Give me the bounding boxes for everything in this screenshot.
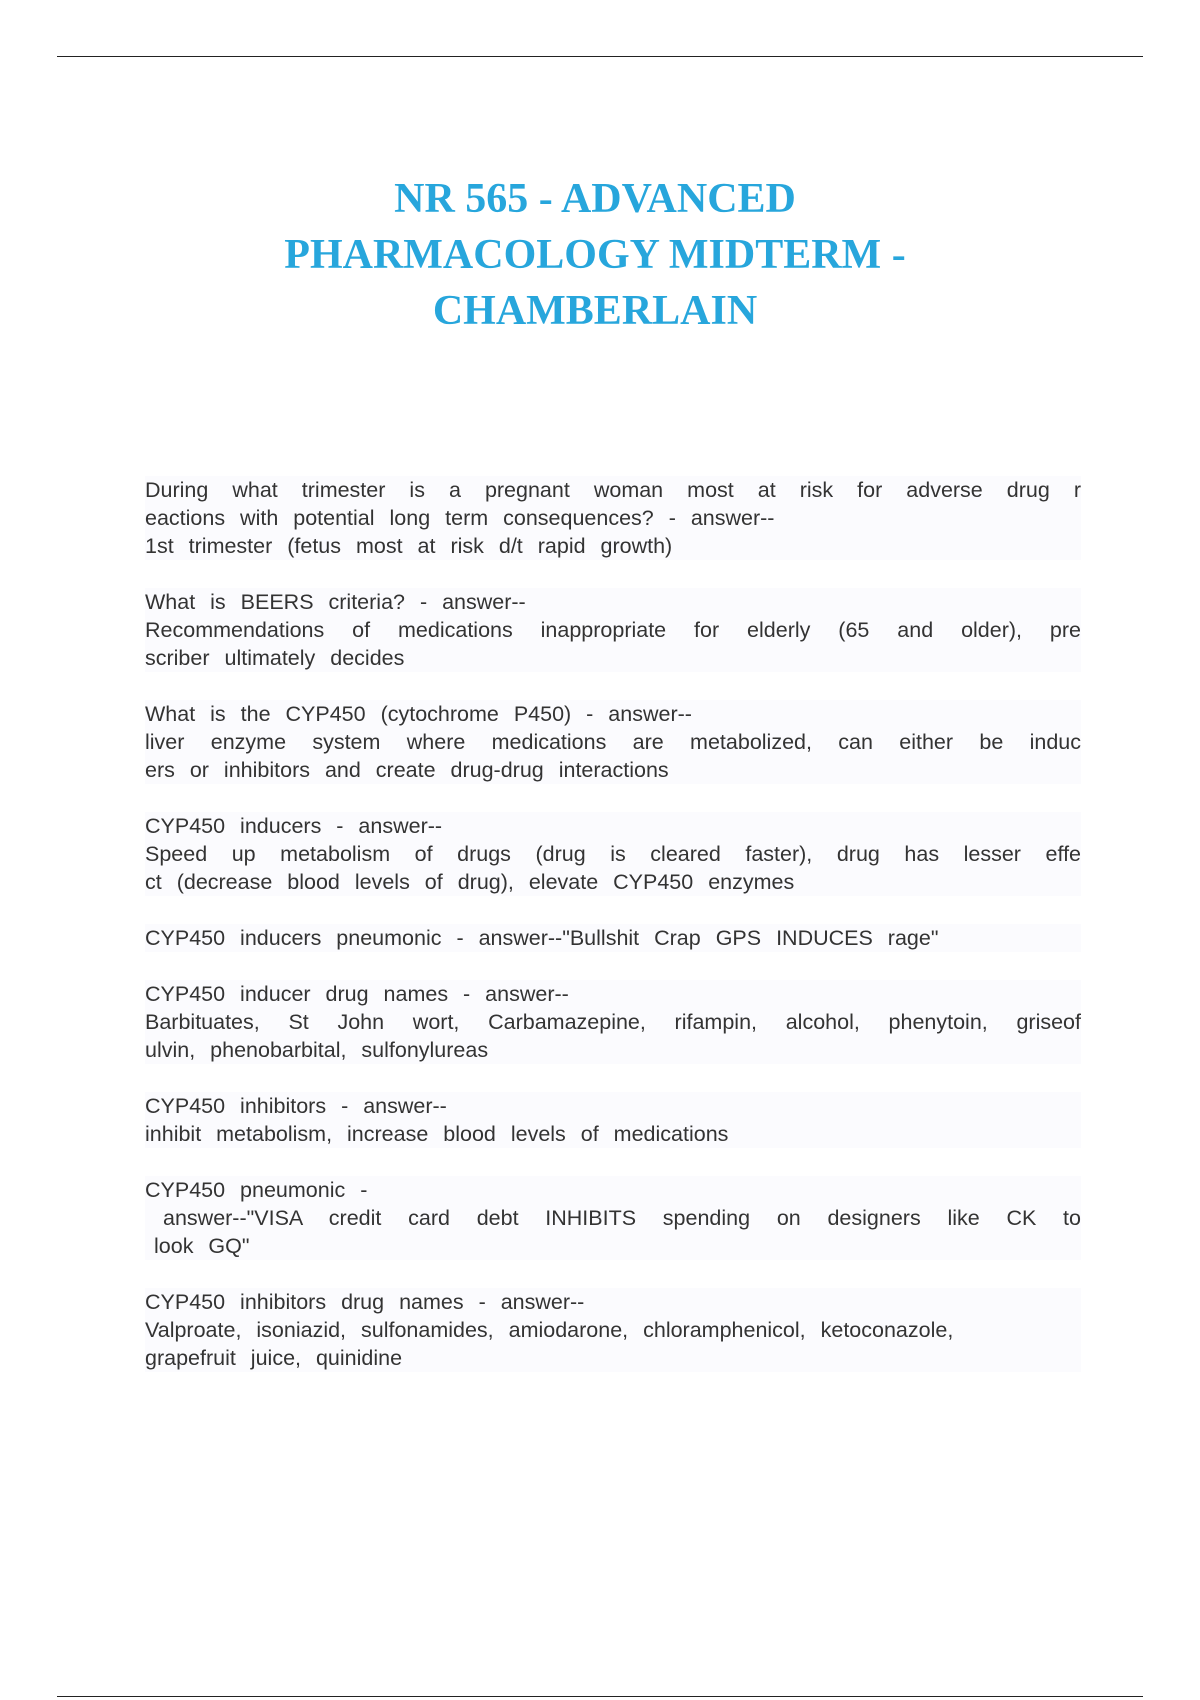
document-title <box>150 171 1040 339</box>
qa-item-trimester-risk <box>145 476 1081 560</box>
qa-list <box>145 476 1081 1400</box>
bottom-rule <box>57 1696 1143 1697</box>
qa-item-cyp450-inducers <box>145 812 1081 896</box>
text-line: answer--"VISA credit card debt INHIBITS spending on designers like CK to <box>145 1204 1081 1232</box>
text-line: ers or inhibitors and create drug-drug interactions <box>145 756 1081 784</box>
text-line: liver enzyme system where medications are metabolized, can either be induc <box>145 730 1081 754</box>
text-line: CYP450 inducer drug names - answer-- <box>145 980 1081 1008</box>
text-line: inhibit metabolism, increase blood levels of medications <box>145 1120 1081 1148</box>
qa-item-inducers-pneumonic <box>145 924 1081 952</box>
text-line: CYP450 pneumonic - <box>145 1176 1081 1204</box>
text-line: scriber ultimately decides <box>145 644 1081 672</box>
text-line: Recommendations of medications inappropriate for elderly (65 and older), pre <box>145 618 1081 642</box>
text-line: ct (decrease blood levels of drug), elevate CYP450 enzymes <box>145 868 1081 896</box>
text-line: look GQ" <box>145 1232 1081 1260</box>
text-line: CYP450 inducers - answer-- <box>145 812 1081 840</box>
text-line: ulvin, phenobarbital, sulfonylureas <box>145 1036 1081 1064</box>
qa-item-inhibitor-drug-names <box>145 1288 1081 1372</box>
qa-item-beers-criteria <box>145 588 1081 672</box>
text-line: CYP450 inducers pneumonic - answer--"Bullshit Crap GPS INDUCES rage" <box>145 924 1081 952</box>
title-line: CHAMBERLAIN <box>432 288 758 335</box>
qa-item-cyp450-definition <box>145 700 1081 784</box>
text-line: eactions with potential long term consequences? - answer-- <box>145 504 1081 532</box>
text-line: What is BEERS criteria? - answer-- <box>145 588 1081 616</box>
text-line: CYP450 inhibitors drug names - answer-- <box>145 1288 1081 1316</box>
qa-item-inducer-drug-names <box>145 980 1081 1064</box>
text-line: Barbituates, St John wort, Carbamazepine, rifampin, alcohol, phenytoin, griseof <box>145 1010 1081 1034</box>
qa-item-inhibitors-pneumonic <box>145 1176 1081 1260</box>
text-line: CYP450 inhibitors - answer-- <box>145 1092 1081 1120</box>
text-line: During what trimester is a pregnant woman most at risk for adverse drug r <box>145 478 1081 502</box>
text-line: What is the CYP450 (cytochrome P450) - answer-- <box>145 700 1081 728</box>
top-rule <box>57 56 1143 57</box>
text-line: 1st trimester (fetus most at risk d/t rapid growth) <box>145 532 1081 560</box>
title-line: PHARMACOLOGY MIDTERM - <box>284 232 906 279</box>
title-line: NR 565 - ADVANCED <box>394 176 796 223</box>
text-line: Valproate, isoniazid, sulfonamides, amiodarone, chloramphenicol, ketoconazole, <box>145 1316 1081 1344</box>
text-line: Speed up metabolism of drugs (drug is cleared faster), drug has lesser effe <box>145 842 1081 866</box>
qa-item-cyp450-inhibitors <box>145 1092 1081 1148</box>
text-line: grapefruit juice, quinidine <box>145 1344 1081 1372</box>
